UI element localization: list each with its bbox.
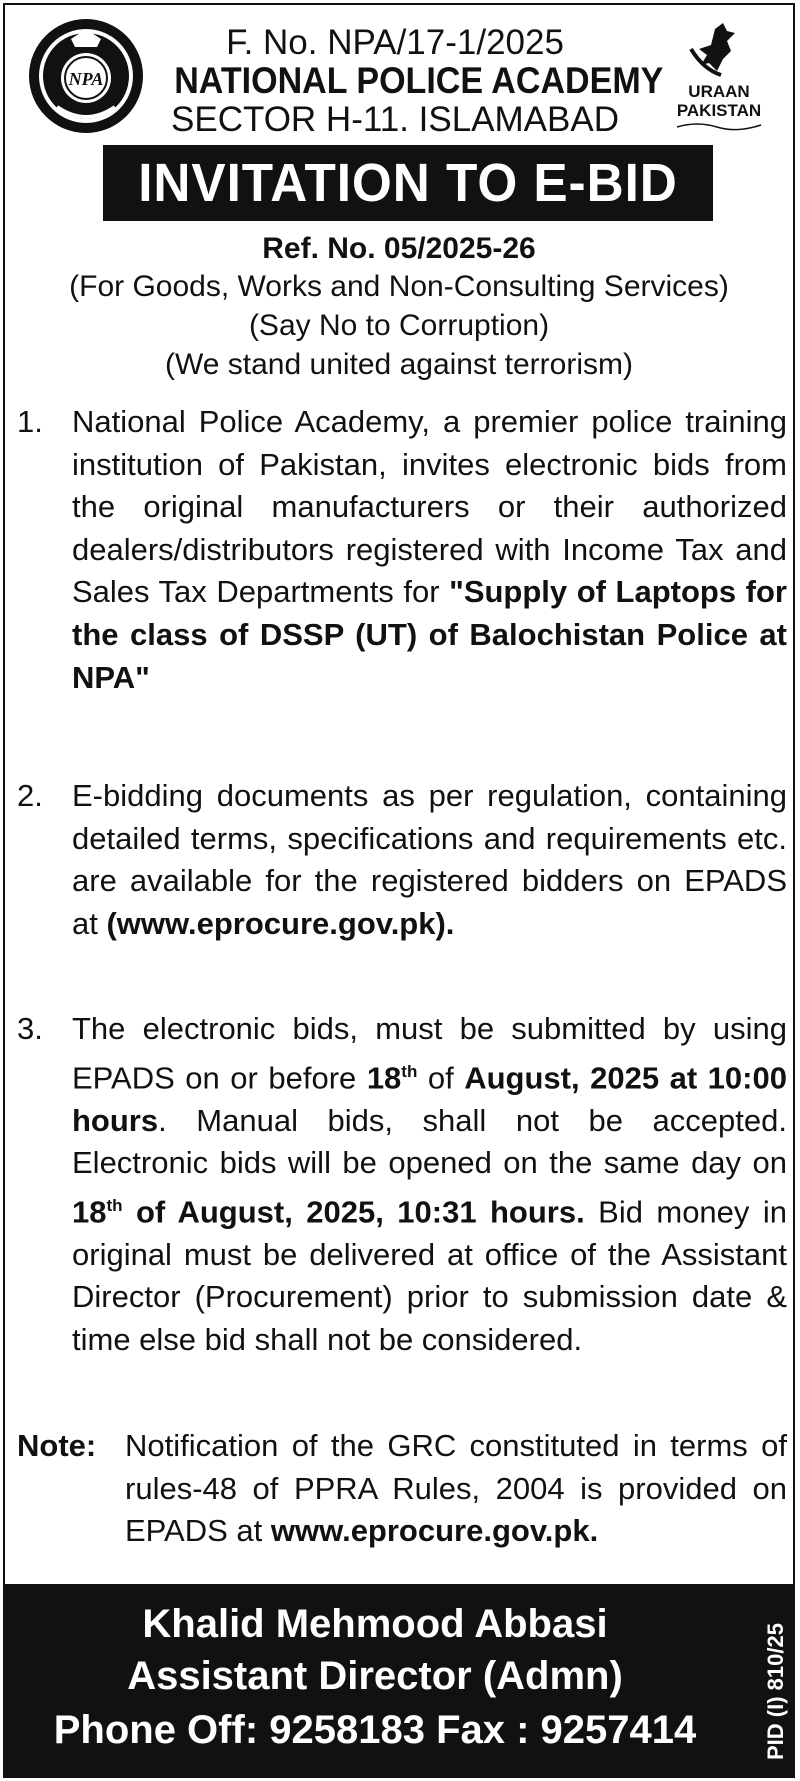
paragraph-text	[72, 1008, 787, 1361]
uraan-pakistan-logo	[657, 19, 781, 139]
paragraph-number: 1.	[17, 404, 43, 439]
opening-time: of August, 2025, 10:31 hours.	[135, 1194, 585, 1230]
paragraph-text	[72, 775, 787, 945]
paragraph-number: 3.	[17, 1011, 43, 1046]
paragraph-3-of: of	[427, 1059, 454, 1095]
paragraph-number: 2.	[17, 778, 43, 813]
svg-text:NPA: NPA	[68, 69, 104, 89]
subtitle-corruption: (Say No to Corruption)	[248, 309, 550, 342]
signatory-designation: Assistant Director (Admn)	[127, 1654, 623, 1698]
signatory-name: Khalid Mehmood Abbasi	[142, 1602, 608, 1646]
note-body: Notification of the GRC constituted in terms of rules-48 of PPRA Rules, 2004 is provided on EPADS at	[125, 1428, 787, 1549]
file-number: F. No. NPA/17-1/2025	[226, 23, 564, 62]
note-section	[17, 1425, 787, 1553]
eprocure-link[interactable]: www.eprocure.gov.pk.	[270, 1513, 599, 1549]
page-title: INVITATION TO E-BID	[138, 153, 678, 213]
paragraph-2-body: E-bidding documents as per regulation, containing detailed terms, specifications and requirements etc. are available for the registered bidders on EPADS at	[72, 778, 787, 941]
advertisement-frame	[3, 3, 795, 1778]
npa-seal-logo	[27, 17, 145, 135]
submission-deadline: August, 2025 at 10:00 hours	[72, 1059, 787, 1138]
paragraph-1	[17, 401, 787, 699]
paragraph-3-body-3: Bid money in original must be delivered at office of the Assistant Director (Procurement) prior to submission date & time else bid shall not be considered.	[72, 1194, 787, 1357]
note-text	[125, 1425, 787, 1553]
note-label: Note:	[17, 1428, 97, 1463]
paragraph-text	[72, 401, 787, 699]
paragraph-3-body: The electronic bids, must be submitted by using EPADS on or before	[72, 1011, 787, 1095]
svg-text:PAKISTAN: PAKISTAN	[676, 101, 762, 120]
signature-footer	[5, 1584, 793, 1776]
subtitle-terrorism: (We stand united against terrorism)	[165, 348, 633, 381]
subtitle-goods: (For Goods, Works and Non-Consulting Services)	[69, 270, 729, 303]
svg-text:URAAN: URAAN	[688, 82, 750, 101]
item-description: "Supply of Laptops for the class of DSSP (UT) of Balochistan Police at NPA"	[72, 574, 787, 695]
deadline-day: 18	[366, 1059, 402, 1095]
paragraph-3	[17, 1008, 787, 1361]
ordinal-suffix: th	[106, 1195, 123, 1215]
academy-address: SECTOR H-11. ISLAMABAD	[171, 100, 619, 139]
paragraph-1-body: National Police Academy, a premier police training institution of Pakistan, invites electronic bids from the original manufacturers or their authorized dealers/distributors registered with Income Tax and Sales Tax Departments for	[72, 404, 787, 610]
paragraph-2	[17, 775, 787, 945]
contact-numbers: Phone Off: 9258183 Fax : 9257414	[53, 1708, 697, 1752]
ordinal-suffix: th	[401, 1061, 418, 1081]
paragraph-3-body-2: . Manual bids, shall not be accepted. Electronic bids will be opened on the same day on	[72, 1102, 787, 1181]
opening-day: 18	[72, 1194, 107, 1230]
academy-name: NATIONAL POLICE ACADEMY	[174, 60, 664, 101]
pid-number: PID (I) 810/25	[763, 1623, 788, 1760]
reference-number: Ref. No. 05/2025-26	[262, 232, 536, 265]
eprocure-link[interactable]: (www.eprocure.gov.pk).	[106, 905, 455, 941]
title-banner	[103, 145, 713, 221]
